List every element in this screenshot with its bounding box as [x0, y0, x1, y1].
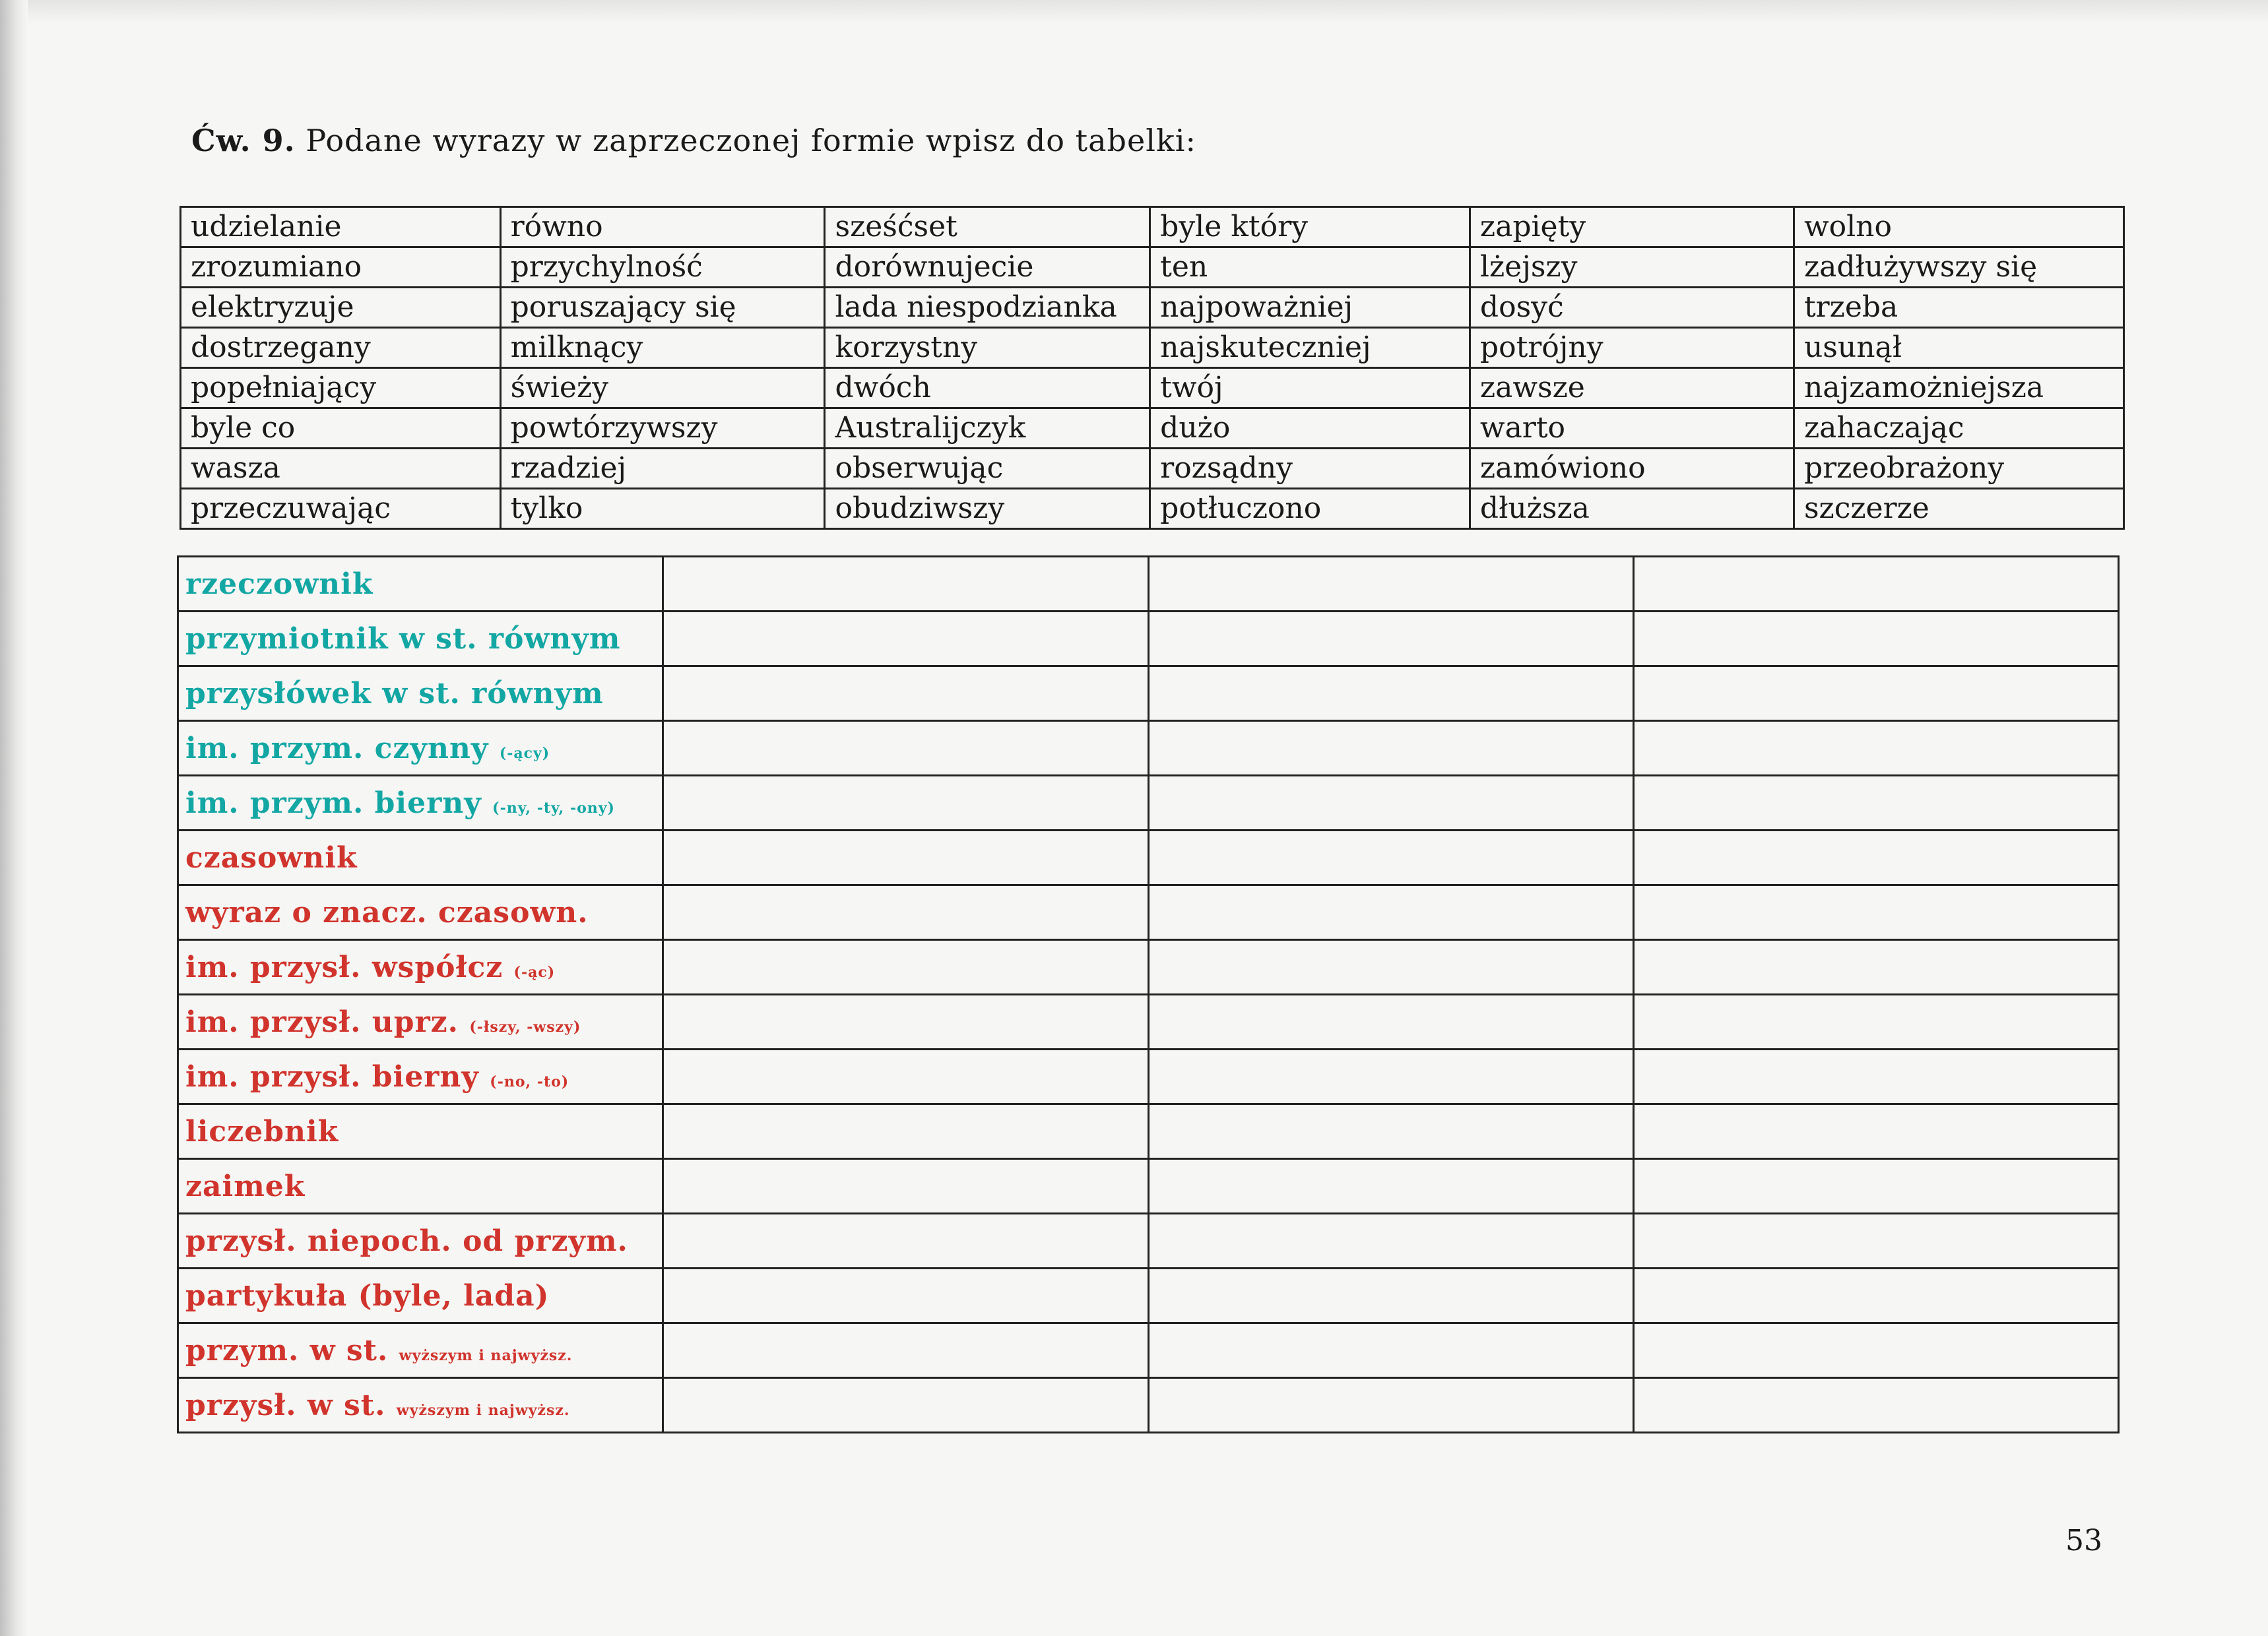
- word-cell: usunął: [1794, 328, 2123, 368]
- word-cell: dosyć: [1470, 288, 1794, 328]
- category-label: [178, 995, 663, 1050]
- category-suffix: (-ąc): [513, 963, 556, 981]
- category-row: [178, 1323, 2119, 1378]
- category-label: [178, 557, 663, 612]
- word-cell: byle który: [1150, 207, 1470, 247]
- exercise-title: [191, 123, 1196, 158]
- category-name: zaimek: [185, 1169, 306, 1203]
- word-cell: zahaczając: [1794, 408, 2123, 449]
- answer-cell[interactable]: [663, 1323, 1148, 1378]
- answer-cell[interactable]: [1148, 1214, 1633, 1269]
- answer-cell[interactable]: [1148, 831, 1633, 885]
- words-row: [181, 247, 2124, 288]
- words-row: [181, 408, 2124, 449]
- word-cell: dwóch: [825, 368, 1150, 408]
- word-cell: trzeba: [1794, 288, 2123, 328]
- answer-cell[interactable]: [1148, 776, 1633, 831]
- category-name: im. przysł. bierny: [185, 1059, 479, 1094]
- word-cell: zawsze: [1470, 368, 1794, 408]
- category-name: im. przym. bierny: [185, 786, 482, 820]
- answer-cell[interactable]: [1148, 721, 1633, 776]
- answer-cell[interactable]: [1633, 666, 2118, 721]
- category-name: przysłówek w st. równym: [185, 676, 604, 710]
- answer-cell[interactable]: [1633, 1159, 2118, 1214]
- category-row: [178, 940, 2119, 995]
- category-row: [178, 885, 2119, 940]
- category-label: [178, 940, 663, 995]
- word-cell: dostrzegany: [181, 328, 501, 368]
- answer-cell[interactable]: [663, 831, 1148, 885]
- category-label: [178, 1050, 663, 1104]
- category-label: [178, 1104, 663, 1159]
- answer-cell[interactable]: [1148, 1378, 1633, 1433]
- word-cell: rozsądny: [1150, 449, 1470, 489]
- words-row: [181, 328, 2124, 368]
- word-cell: dorównujecie: [825, 247, 1150, 288]
- answer-cell[interactable]: [1148, 557, 1633, 612]
- word-cell: przychylność: [500, 247, 825, 288]
- category-row: [178, 776, 2119, 831]
- answer-cell[interactable]: [1148, 940, 1633, 995]
- category-name: rzeczownik: [185, 567, 373, 601]
- page-top-edge: [0, 0, 2268, 24]
- word-cell: przeczuwając: [181, 489, 501, 529]
- category-label: [178, 666, 663, 721]
- category-row: [178, 1104, 2119, 1159]
- word-cell: najzamożniejsza: [1794, 368, 2123, 408]
- category-row: [178, 1269, 2119, 1323]
- word-cell: lżejszy: [1470, 247, 1794, 288]
- answer-cell[interactable]: [663, 1159, 1148, 1214]
- exercise-instruction: Podane wyrazy w zaprzeczonej formie wpisz do tabelki:: [306, 123, 1197, 158]
- answer-cell[interactable]: [1148, 885, 1633, 940]
- answer-cell[interactable]: [1633, 1378, 2118, 1433]
- answer-cell[interactable]: [663, 1378, 1148, 1433]
- category-name: liczebnik: [185, 1114, 339, 1148]
- category-name: przymiotnik w st. równym: [185, 621, 621, 656]
- page-binding-shadow: [0, 0, 28, 1636]
- answer-cell[interactable]: [663, 1269, 1148, 1323]
- category-suffix: (-ący): [499, 744, 550, 762]
- answer-cell[interactable]: [1633, 885, 2118, 940]
- word-cell: Australijczyk: [825, 408, 1150, 449]
- word-cell: poruszający się: [500, 288, 825, 328]
- word-cell: dużo: [1150, 408, 1470, 449]
- words-row: [181, 368, 2124, 408]
- word-cell: twój: [1150, 368, 1470, 408]
- words-row: [181, 489, 2124, 529]
- word-cell: tylko: [500, 489, 825, 529]
- word-cell: elektryzuje: [181, 288, 501, 328]
- answer-cell[interactable]: [1633, 995, 2118, 1050]
- page-number: 53: [2065, 1524, 2102, 1557]
- category-row: [178, 831, 2119, 885]
- category-row: [178, 1378, 2119, 1433]
- category-label: [178, 721, 663, 776]
- category-label: [178, 1269, 663, 1323]
- words-table: [179, 206, 2125, 530]
- category-name: im. przysł. uprz.: [185, 1005, 459, 1039]
- category-row: [178, 666, 2119, 721]
- answer-cell[interactable]: [663, 776, 1148, 831]
- words-row: [181, 207, 2124, 247]
- word-cell: obserwując: [825, 449, 1150, 489]
- answer-cell[interactable]: [1633, 557, 2118, 612]
- category-label: [178, 1214, 663, 1269]
- answer-cell[interactable]: [1633, 940, 2118, 995]
- answer-cell[interactable]: [663, 885, 1148, 940]
- category-row: [178, 1050, 2119, 1104]
- answer-cell[interactable]: [663, 557, 1148, 612]
- answer-cell[interactable]: [1633, 1323, 2118, 1378]
- answer-cell[interactable]: [663, 666, 1148, 721]
- word-cell: zadłużywszy się: [1794, 247, 2123, 288]
- word-cell: ten: [1150, 247, 1470, 288]
- word-cell: zamówiono: [1470, 449, 1794, 489]
- answer-cell[interactable]: [1148, 995, 1633, 1050]
- word-cell: zrozumiano: [181, 247, 501, 288]
- words-row: [181, 288, 2124, 328]
- category-row: [178, 612, 2119, 666]
- word-cell: wasza: [181, 449, 501, 489]
- category-row: [178, 1214, 2119, 1269]
- category-label: [178, 1159, 663, 1214]
- word-cell: przeobrażony: [1794, 449, 2123, 489]
- word-cell: świeży: [500, 368, 825, 408]
- answer-cell[interactable]: [1148, 1050, 1633, 1104]
- answer-cell[interactable]: [1633, 1104, 2118, 1159]
- answer-cell[interactable]: [1633, 721, 2118, 776]
- answer-cell[interactable]: [663, 721, 1148, 776]
- category-name: im. przym. czynny: [185, 731, 489, 765]
- word-cell: równo: [500, 207, 825, 247]
- category-name: przysł. niepoch. od przym.: [185, 1224, 628, 1258]
- word-cell: potrójny: [1470, 328, 1794, 368]
- word-cell: warto: [1470, 408, 1794, 449]
- answer-cell[interactable]: [1633, 831, 2118, 885]
- category-row: [178, 995, 2119, 1050]
- answer-cell[interactable]: [1633, 1214, 2118, 1269]
- word-cell: sześćset: [825, 207, 1150, 247]
- exercise-number: Ćw. 9.: [191, 123, 296, 158]
- answer-cell[interactable]: [663, 1104, 1148, 1159]
- word-cell: najpoważniej: [1150, 288, 1470, 328]
- category-label: [178, 831, 663, 885]
- word-cell: lada niespodzianka: [825, 288, 1150, 328]
- word-cell: dłuższa: [1470, 489, 1794, 529]
- category-label: [178, 1378, 663, 1433]
- answer-cell[interactable]: [1633, 1050, 2118, 1104]
- word-cell: potłuczono: [1150, 489, 1470, 529]
- answer-cell[interactable]: [663, 612, 1148, 666]
- answer-cell[interactable]: [663, 995, 1148, 1050]
- category-name: przym. w st.: [185, 1333, 389, 1368]
- word-cell: wolno: [1794, 207, 2123, 247]
- category-name: partykuła (byle, lada): [185, 1278, 550, 1313]
- word-cell: popełniający: [181, 368, 501, 408]
- answer-cell[interactable]: [663, 1214, 1148, 1269]
- word-cell: milknący: [500, 328, 825, 368]
- category-suffix: wyższym i najwyższ.: [399, 1346, 573, 1364]
- word-cell: najskuteczniej: [1150, 328, 1470, 368]
- category-suffix: wyższym i najwyższ.: [396, 1401, 570, 1419]
- word-cell: korzystny: [825, 328, 1150, 368]
- category-name: czasownik: [185, 840, 358, 875]
- category-label: [178, 1323, 663, 1378]
- answer-cell[interactable]: [1148, 1104, 1633, 1159]
- category-suffix: (-ny, -ty, -ony): [492, 799, 615, 817]
- category-row: [178, 557, 2119, 612]
- category-label: [178, 776, 663, 831]
- answer-cell[interactable]: [1148, 1323, 1633, 1378]
- word-cell: szczerze: [1794, 489, 2123, 529]
- category-name: im. przysł. współcz: [185, 950, 503, 984]
- words-row: [181, 449, 2124, 489]
- word-cell: obudziwszy: [825, 489, 1150, 529]
- categories-table: [177, 555, 2120, 1433]
- word-cell: udzielanie: [181, 207, 501, 247]
- answer-cell[interactable]: [663, 940, 1148, 995]
- answer-cell[interactable]: [1633, 1269, 2118, 1323]
- category-row: [178, 1159, 2119, 1214]
- word-cell: powtórzywszy: [500, 408, 825, 449]
- answer-cell[interactable]: [1633, 776, 2118, 831]
- answer-cell[interactable]: [1148, 1159, 1633, 1214]
- category-row: [178, 721, 2119, 776]
- answer-cell[interactable]: [1148, 666, 1633, 721]
- category-suffix: (-łszy, -wszy): [469, 1018, 581, 1036]
- word-cell: zapięty: [1470, 207, 1794, 247]
- category-label: [178, 885, 663, 940]
- category-name: wyraz o znacz. czasown.: [185, 895, 589, 929]
- category-suffix: (-no, -to): [490, 1073, 569, 1090]
- word-cell: byle co: [181, 408, 501, 449]
- answer-cell[interactable]: [1633, 612, 2118, 666]
- word-cell: rzadziej: [500, 449, 825, 489]
- category-label: [178, 612, 663, 666]
- answer-cell[interactable]: [663, 1050, 1148, 1104]
- category-name: przysł. w st.: [185, 1388, 386, 1422]
- answer-cell[interactable]: [1148, 612, 1633, 666]
- answer-cell[interactable]: [1148, 1269, 1633, 1323]
